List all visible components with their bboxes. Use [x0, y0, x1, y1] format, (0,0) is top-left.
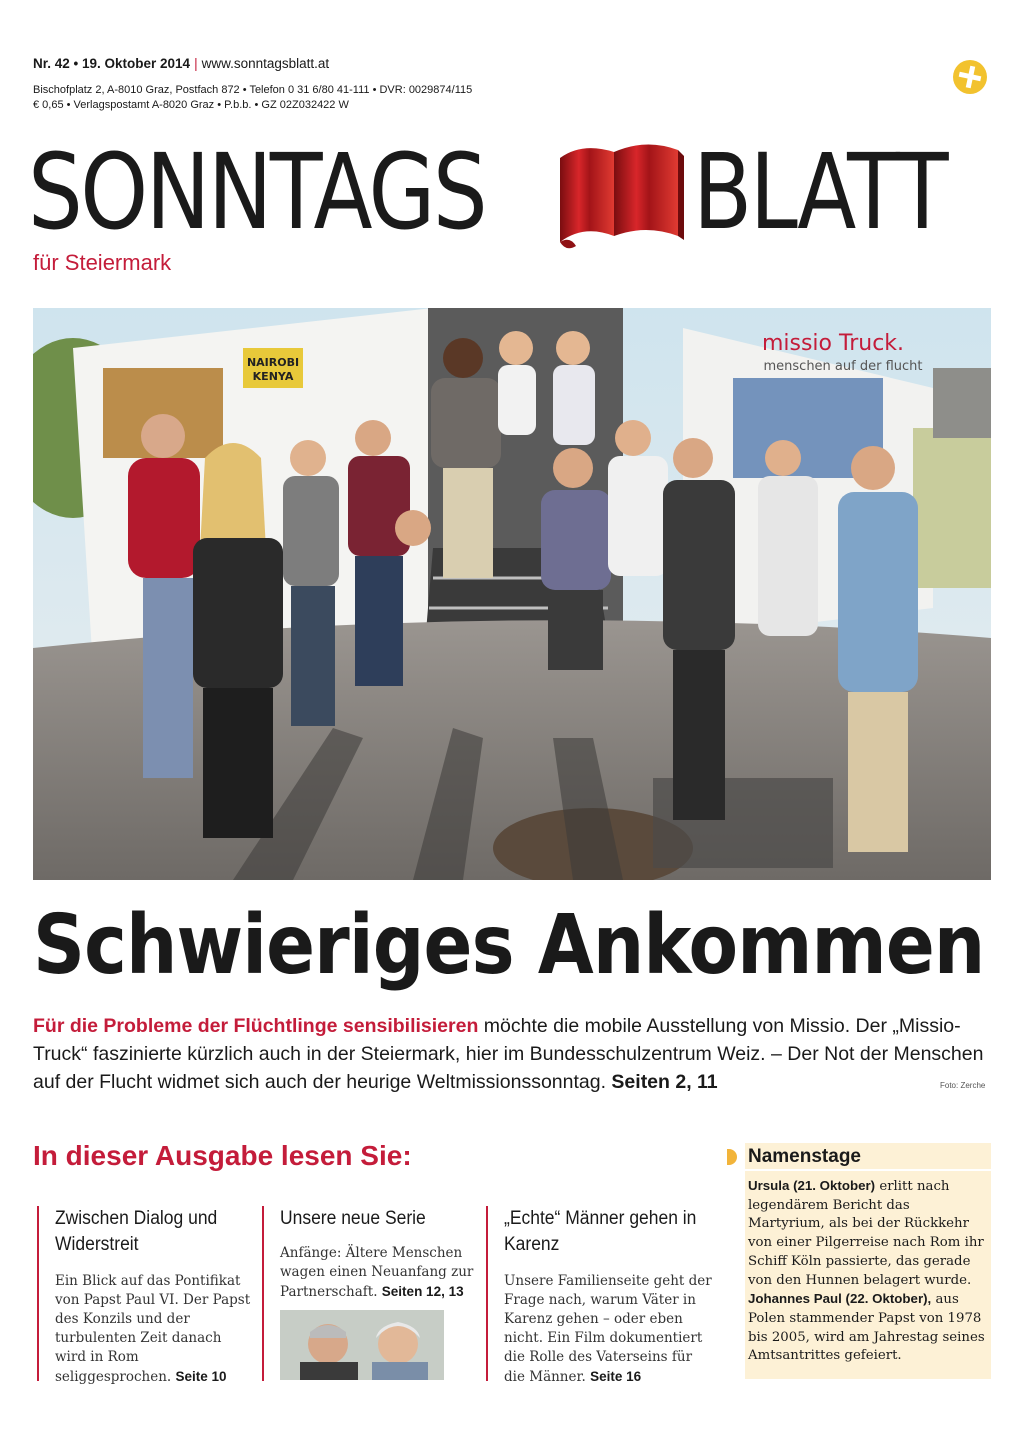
issue-line: [33, 56, 329, 71]
address-line: Bischofplatz 2, A-8010 Graz, Postfach 872 • Telefon 0 31 6/80 41-111 • DVR: 0029874/115: [33, 84, 473, 96]
main-headline: Schwieriges Ankommen: [33, 898, 985, 993]
teaser-text: Unsere Familienseite geht der Frage nach, warum Väter in Karenz gehen – oder eben nicht. Ein Film dokumentiert die Rolle des Vaterseins für die Männer. Seite 16: [504, 1273, 712, 1385]
namenstage-box: [745, 1143, 991, 1379]
namenstage-entry: [748, 1177, 990, 1290]
teaser-pages[interactable]: Seiten 12, 13: [381, 1284, 464, 1299]
saint-name: Ursula (21. Oktober): [748, 1178, 876, 1193]
teaser-pages[interactable]: Seite 10: [175, 1369, 227, 1384]
red-book-icon: [542, 128, 692, 258]
masthead: [28, 131, 998, 260]
website-link[interactable]: www.sonntagsblatt.at: [201, 56, 330, 71]
teaser-pages[interactable]: Seite 16: [590, 1369, 642, 1384]
namenstage-bullet-icon: [727, 1149, 737, 1165]
teaser-text: Ein Blick auf das Pontifikat von Papst Paul VI. Der Papst des Konzils und der turbulenten Zeit danach wird in Rom seliggesprochen. Seite 10: [55, 1273, 251, 1385]
truck-text-1: missio Truck.: [761, 331, 905, 356]
hero-photo: [33, 308, 991, 880]
namenstage-body: [748, 1177, 990, 1366]
lead-highlight: Für die Probleme der Flüchtlinge sensibilisieren: [33, 1015, 479, 1037]
postal-line: € 0,65 • Verlagspostamt A-8020 Graz • P.b.b. • GZ 02Z032422 W: [33, 99, 349, 111]
lead-pages[interactable]: Seiten 2, 11: [611, 1071, 718, 1093]
teaser-title: Zwischen Dialog und Widerstreit: [55, 1208, 218, 1255]
teaser-text: Anfänge: Ältere Menschen wagen einen Neuanfang zur Partnerschaft. Seiten 12, 13: [280, 1245, 474, 1300]
namenstage-title: Namenstage: [745, 1143, 991, 1171]
photo-credit: Foto: Zerche: [940, 1081, 986, 1090]
masthead-left-word: SONNTAGS: [28, 131, 486, 253]
lead-paragraph: [33, 1012, 993, 1096]
church-cross-icon: [953, 60, 987, 94]
sign-text-2: KENYA: [252, 370, 294, 383]
saint-text: aus Polen stammender Papst von 1978 bis 2005, wird am Jahrestag seines Amtsantrittes gefeiert.: [748, 1292, 985, 1364]
lead-text: möchte die mobile Ausstellung von Missio. Der „Missio-Truck“ faszinierte kürzlich auch in der Steiermark, hier im Bundesschulzentrum Weiz. – Der Not der Menschen auf der Flucht widmet sich auch der heurige Weltmissionssonntag.: [33, 1015, 984, 1093]
saint-text: erlitt nach legendärem Bericht das Martyrium, als bei der Rückkehr von einer Pilgerreise nach Rom ihr Schiff Köln passierte, das gerade von den Hunnen belagert wurde.: [748, 1179, 984, 1288]
teaser-photo: [280, 1310, 444, 1380]
sign-text-1: NAIROBI: [246, 356, 300, 369]
teaser-title: Unsere neue Serie: [280, 1208, 426, 1229]
masthead-right-word: BLATT: [693, 131, 947, 253]
issue-number: Nr. 42 • 19. Oktober 2014: [33, 56, 191, 71]
teaser-title: „Echte“ Männer gehen in Karenz: [504, 1208, 697, 1255]
masthead-subtitle: für Steiermark: [33, 250, 172, 275]
teaser-dialog[interactable]: [37, 1206, 252, 1385]
saint-name: Johannes Paul (22. Oktober),: [748, 1291, 932, 1307]
namenstage-entry: [748, 1290, 990, 1366]
teaser-series[interactable]: [262, 1206, 477, 1381]
issue-separator: |: [194, 56, 198, 71]
teaser-karenz[interactable]: [486, 1206, 714, 1385]
truck-text-2: menschen auf der flucht: [763, 359, 923, 374]
section-title: In dieser Ausgabe lesen Sie:: [33, 1140, 412, 1171]
hero-photo-illustration: [33, 308, 991, 880]
elderly-couple-illustration: [280, 1310, 444, 1380]
